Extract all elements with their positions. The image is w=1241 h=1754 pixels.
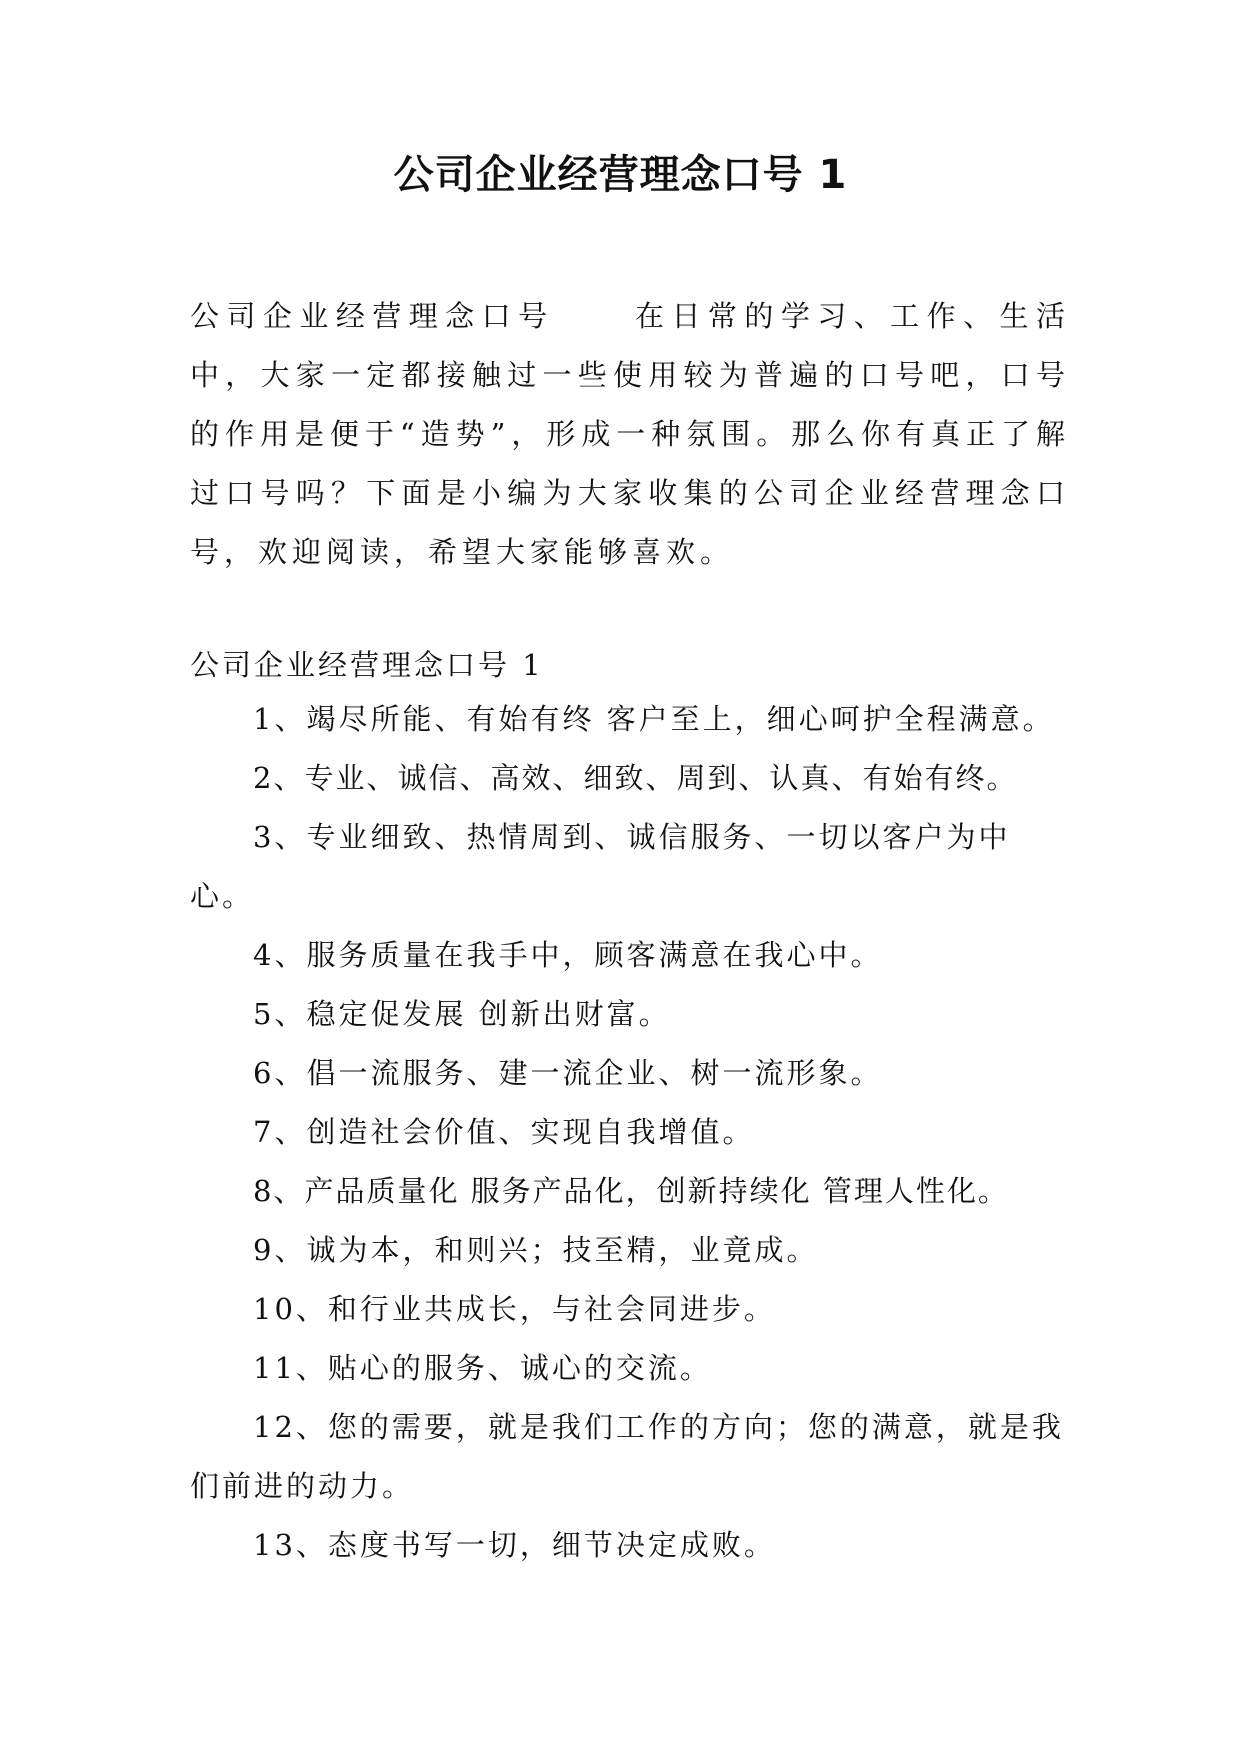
list-item: 8、产品质量化 服务产品化，创新持续化 管理人性化。 (253, 1174, 1009, 1208)
document-title: 公司企业经营理念口号 1 (393, 152, 848, 198)
intro-lead: 公司企业经营理念口号 (190, 299, 555, 333)
list-item: 13、态度书写一切，细节决定成败。 (253, 1528, 776, 1562)
intro-paragraph (190, 287, 1070, 582)
list-item: 5、稳定促发展 创新出财富。 (253, 997, 671, 1031)
list-item: 7、创造社会价值、实现自我增值。 (253, 1115, 755, 1149)
list-item: 4、服务质量在我手中，顾客满意在我心中。 (253, 938, 883, 972)
intro-text: 在日常的学习、工作、生活中，大家一定都接触过一些使用较为普遍的口号吧，口号的作用是便于“造势”，形成一种氛围。那么你有真正了解过口号吗？下面是小编为大家收集的公司企业经营理念口号，欢迎阅读，希望大家能够喜欢。 (190, 299, 1070, 569)
list-item: 1、竭尽所能、有始有终 客户至上，细心呵护全程满意。 (253, 702, 1055, 736)
list-item: 11、贴心的服务、诚心的交流。 (253, 1351, 712, 1385)
list-item: 3、专业细致、热情周到、诚信服务、一切以客户为中心。 (190, 820, 1011, 913)
list-item: 12、您的需要，就是我们工作的方向；您的满意，就是我们前进的动力。 (190, 1410, 1064, 1503)
list-item: 2、专业、诚信、高效、细致、周到、认真、有始有终。 (253, 761, 1018, 795)
list-item: 9、诚为本，和则兴；技至精，业竟成。 (253, 1233, 819, 1267)
slogan-list (190, 690, 1070, 1575)
list-item: 10、和行业共成长，与社会同进步。 (253, 1292, 776, 1326)
section-heading: 公司企业经营理念口号 1 (190, 648, 544, 682)
list-item: 6、倡一流服务、建一流企业、树一流形象。 (253, 1056, 883, 1090)
